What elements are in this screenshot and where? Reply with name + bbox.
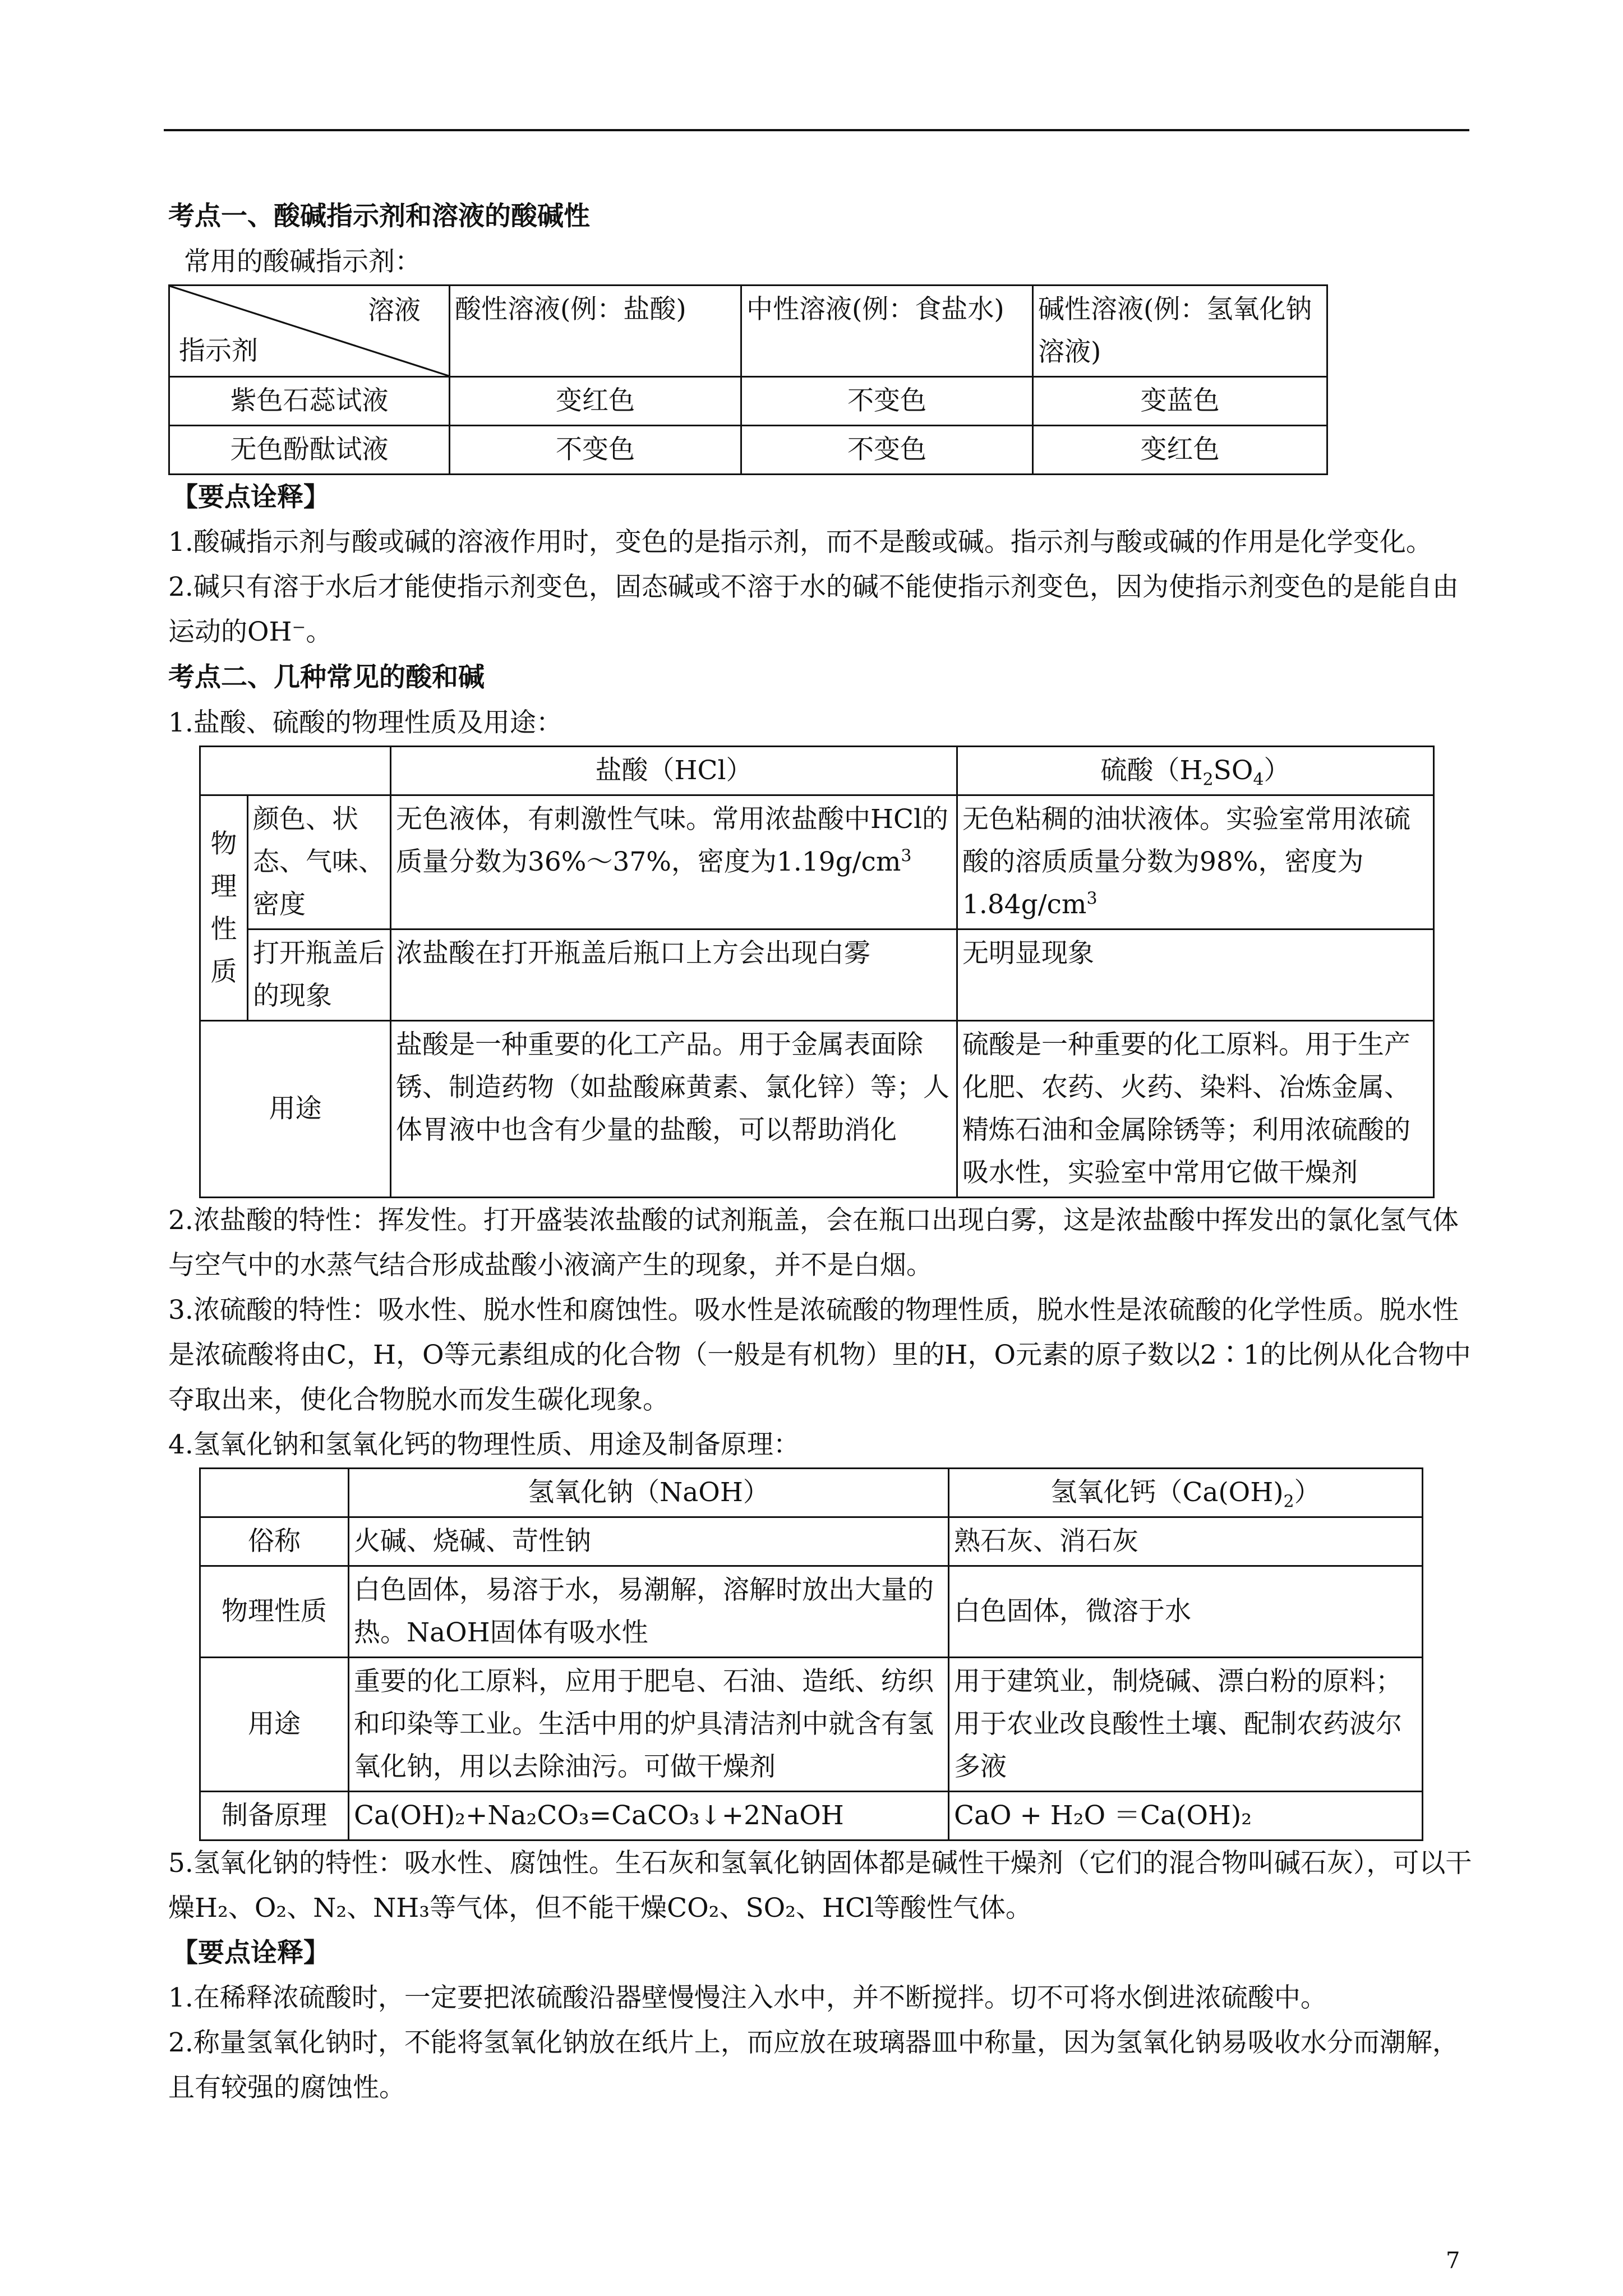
col-header-base: 碱性溶液(例：氢氧化钠溶液) [1033,286,1327,377]
key-points-title: 【要点诠释】 [172,1938,330,1968]
cell-caoh2: 熟石灰、消石灰 [949,1517,1423,1566]
page-number: 7 [1446,2248,1460,2274]
row-label: 俗称 [200,1517,349,1566]
col-header-neutral: 中性溶液(例：食盐水) [741,286,1033,377]
row-name: 无色酚酞试液 [169,426,450,475]
section2-title: 考点二、几种常见的酸和碱 [168,662,485,693]
note-paragraph: 2.碱只有溶于水后才能使指示剂变色，固态碱或不溶于水的碱不能使指示剂变色，因为使指示剂变色的是能自由运动的OH⁻。 [168,572,1459,647]
cell-neutral: 不变色 [741,377,1033,426]
cell-h2so4: 硫酸是一种重要的化工原料。用于生产化肥、农药、火药、染料、冶炼金属、精炼石油和金属除锈等；利用浓硫酸的吸水性，实验室中常用它做干燥剂 [957,1021,1434,1198]
cell-hcl: 无色液体，有刺激性气味。常用浓盐酸中HCl的质量分数为36%～37%，密度为$1.19g/cm^3$ [391,795,957,930]
col-header-hcl: 盐酸（HCl） [391,747,957,795]
cell-naoh: 重要的化工原料，应用于肥皂、石油、造纸、纺织和印染等工业。生活中用的炉具清洁剂中就含有氢氧化钠，用以去除油污。可做干燥剂 [349,1658,949,1792]
row-label: 用途 [200,1658,349,1792]
cell-caoh2: CaO + H₂O ＝Ca(OH)₂ [949,1792,1423,1841]
cell-base: 变蓝色 [1033,377,1327,426]
cell-neutral: 不变色 [741,426,1033,475]
cell-naoh: 白色固体，易溶于水，易潮解，溶解时放出大量的热。NaOH固体有吸水性 [349,1566,949,1658]
row-label: 制备原理 [200,1792,349,1841]
row-label: 物理性质 [200,1566,349,1658]
cell-naoh: Ca(OH)₂+Na₂CO₃=CaCO₃↓+2NaOH [349,1792,949,1841]
item-paragraph: 4.氢氧化钠和氢氧化钙的物理性质、用途及制备原理： [168,1429,800,1460]
row-name: 紫色石蕊试液 [169,377,450,426]
col-header-acid: 酸性溶液(例：盐酸) [450,286,741,377]
cell-caoh2: 用于建筑业，制烧碱、漂白粉的原料；用于农业改良酸性土壤、配制农药波尔多液 [949,1658,1423,1792]
section1-intro: 常用的酸碱指示剂： [184,246,421,277]
item-paragraph: 1.盐酸、硫酸的物理性质及用途： [168,707,562,738]
cell-base: 变红色 [1033,426,1327,475]
item-paragraph: 3.浓硫酸的特性：吸水性、脱水性和腐蚀性。吸水性是浓硫酸的物理性质，脱水性是浓硫酸的化学性质。脱水性是浓硫酸将由C，H，O等元素组成的化合物（一般是有机物）里的H，O元素的原子数以2∶1的比例从化合物中夺取出来，使化合物脱水而发生碳化现象。 [168,1295,1471,1415]
note-paragraph: 1.在稀释浓硫酸时，一定要把浓硫酸沿器壁慢慢注入水中，并不断搅拌。切不可将水倒进浓硫酸中。 [168,1982,1327,2013]
physical-properties-label: 物理性质 [200,795,248,1021]
col-header-h2so4: 硫酸$(H_2SO_4)$ [957,747,1434,795]
acid-properties-table [199,746,1435,1198]
corner-solution-label: 溶液 [368,295,421,326]
cell-hcl: 浓盐酸在打开瓶盖后瓶口上方会出现白雾 [391,930,957,1021]
page-content [168,194,1475,2110]
item-paragraph: 2.浓盐酸的特性：挥发性。打开盛装浓盐酸的试剂瓶盖，会在瓶口出现白雾，这是浓盐酸中挥发出的氯化氢气体与空气中的水蒸气结合形成盐酸小液滴产生的现象，并不是白烟。 [168,1205,1459,1281]
cell-acid: 变红色 [450,377,741,426]
table-row [169,377,1327,426]
indicator-table [168,284,1328,475]
table-row [169,426,1327,475]
empty-corner-cell [200,747,391,795]
row-label: 颜色、状态、气味、密度 [248,795,391,930]
cell-naoh: 火碱、烧碱、苛性钠 [349,1517,949,1566]
base-properties-table [199,1467,1423,1841]
header-rule [164,129,1469,131]
corner-indicator-label: 指示剂 [179,335,258,366]
row-label: 打开瓶盖后的现象 [248,930,391,1021]
cell-h2so4: 无色粘稠的油状液体。实验室常用浓硫酸的溶质质量分数为98%，密度为$1.84g/cm^3$ [957,795,1434,930]
col-header-caoh2: 氢氧化钙$(Ca(OH)_2)$ [949,1469,1423,1517]
note-paragraph: 2.称量氢氧化钠时，不能将氢氧化钠放在纸片上，而应放在玻璃器皿中称量，因为氢氧化钠易吸收水分而潮解，且有较强的腐蚀性。 [168,2027,1459,2103]
key-points-title: 【要点诠释】 [172,482,330,513]
empty-corner-cell [200,1469,349,1517]
cell-acid: 不变色 [450,426,741,475]
cell-hcl: 盐酸是一种重要的化工产品。用于金属表面除锈、制造药物（如盐酸麻黄素、氯化锌）等；人体胃液中也含有少量的盐酸，可以帮助消化 [391,1021,957,1198]
section1-title: 考点一、酸碱指示剂和溶液的酸碱性 [168,201,590,232]
cell-caoh2: 白色固体，微溶于水 [949,1566,1423,1658]
table-corner-cell [169,286,450,377]
col-header-naoh: 氢氧化钠（NaOH） [349,1469,949,1517]
use-label: 用途 [200,1021,391,1198]
cell-h2so4: 无明显现象 [957,930,1434,1021]
item-paragraph: 5.氢氧化钠的特性：吸水性、腐蚀性。生石灰和氢氧化钠固体都是碱性干燥剂（它们的混合物叫碱石灰），可以干燥H₂、O₂、N₂、NH₃等气体，但不能干燥CO₂、SO₂、HCl等酸性气体。 [168,1848,1472,1924]
note-paragraph: 1.酸碱指示剂与酸或碱的溶液作用时，变色的是指示剂，而不是酸或碱。指示剂与酸或碱的作用是化学变化。 [168,527,1432,558]
